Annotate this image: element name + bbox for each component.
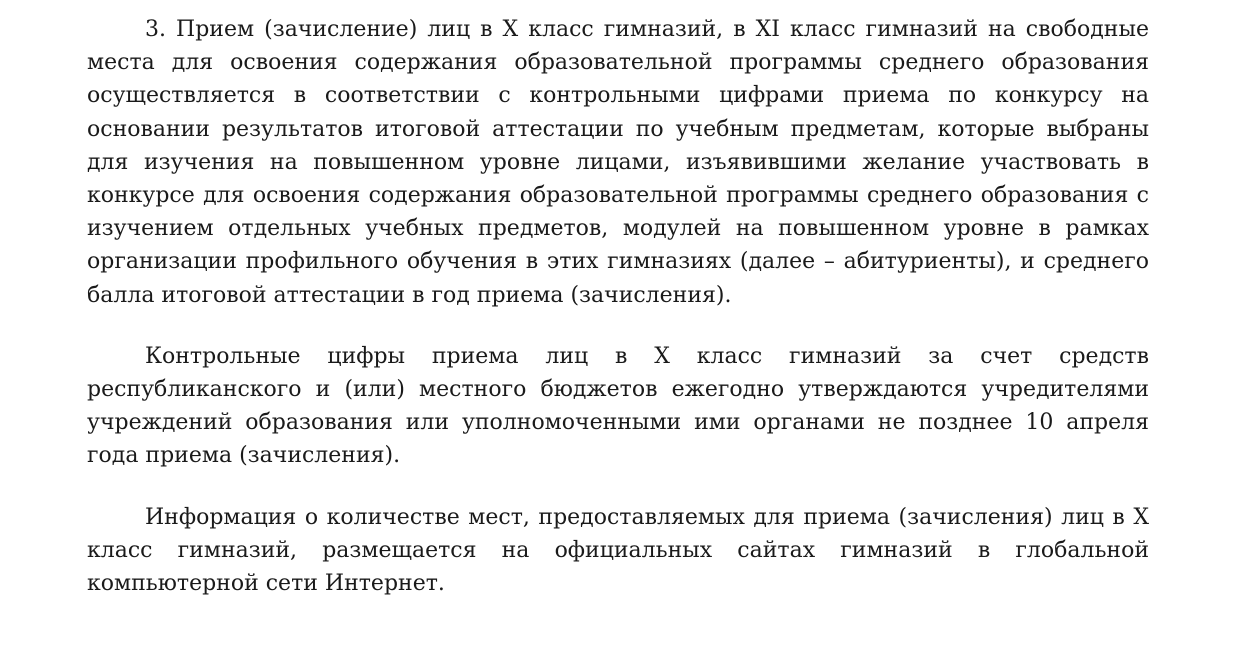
paragraph-places-information: Информация о количестве мест, предоставляемых для приема (зачисления) лиц в X класс гимназий, размещается на официальных сайтах гимназий в глобальной компьютерной сети Интернет.	[87, 504, 1149, 597]
document-body	[87, 13, 1149, 600]
paragraph-admission-rules: 3. Прием (зачисление) лиц в X класс гимназий, в XI класс гимназий на свободные места для освоения содержания образовательной программы среднего образования осуществляется в соответствии с контрольными цифрами приема по конкурсу на основании результатов итоговой аттестации по учебным предметам, которые выбраны для изучения на повышенном уровне лицами, изъявившими желание участвовать в конкурсе для освоения содержания образовательной программы среднего образования с изучением отдельных учебных предметов, модулей на повышенном уровне в рамках организации профильного обучения в этих гимназиях (далее – абитуриенты), и среднего балла итоговой аттестации в год приема (зачисления).	[87, 17, 1149, 308]
paragraph-control-figures: Контрольные цифры приема лиц в X класс гимназий за счет средств республиканского и (или) местного бюджетов ежегодно утверждаются учредителями учреждений образования или уполномоченными ими органами не позднее 10 апреля года приема (зачисления).	[87, 343, 1149, 469]
